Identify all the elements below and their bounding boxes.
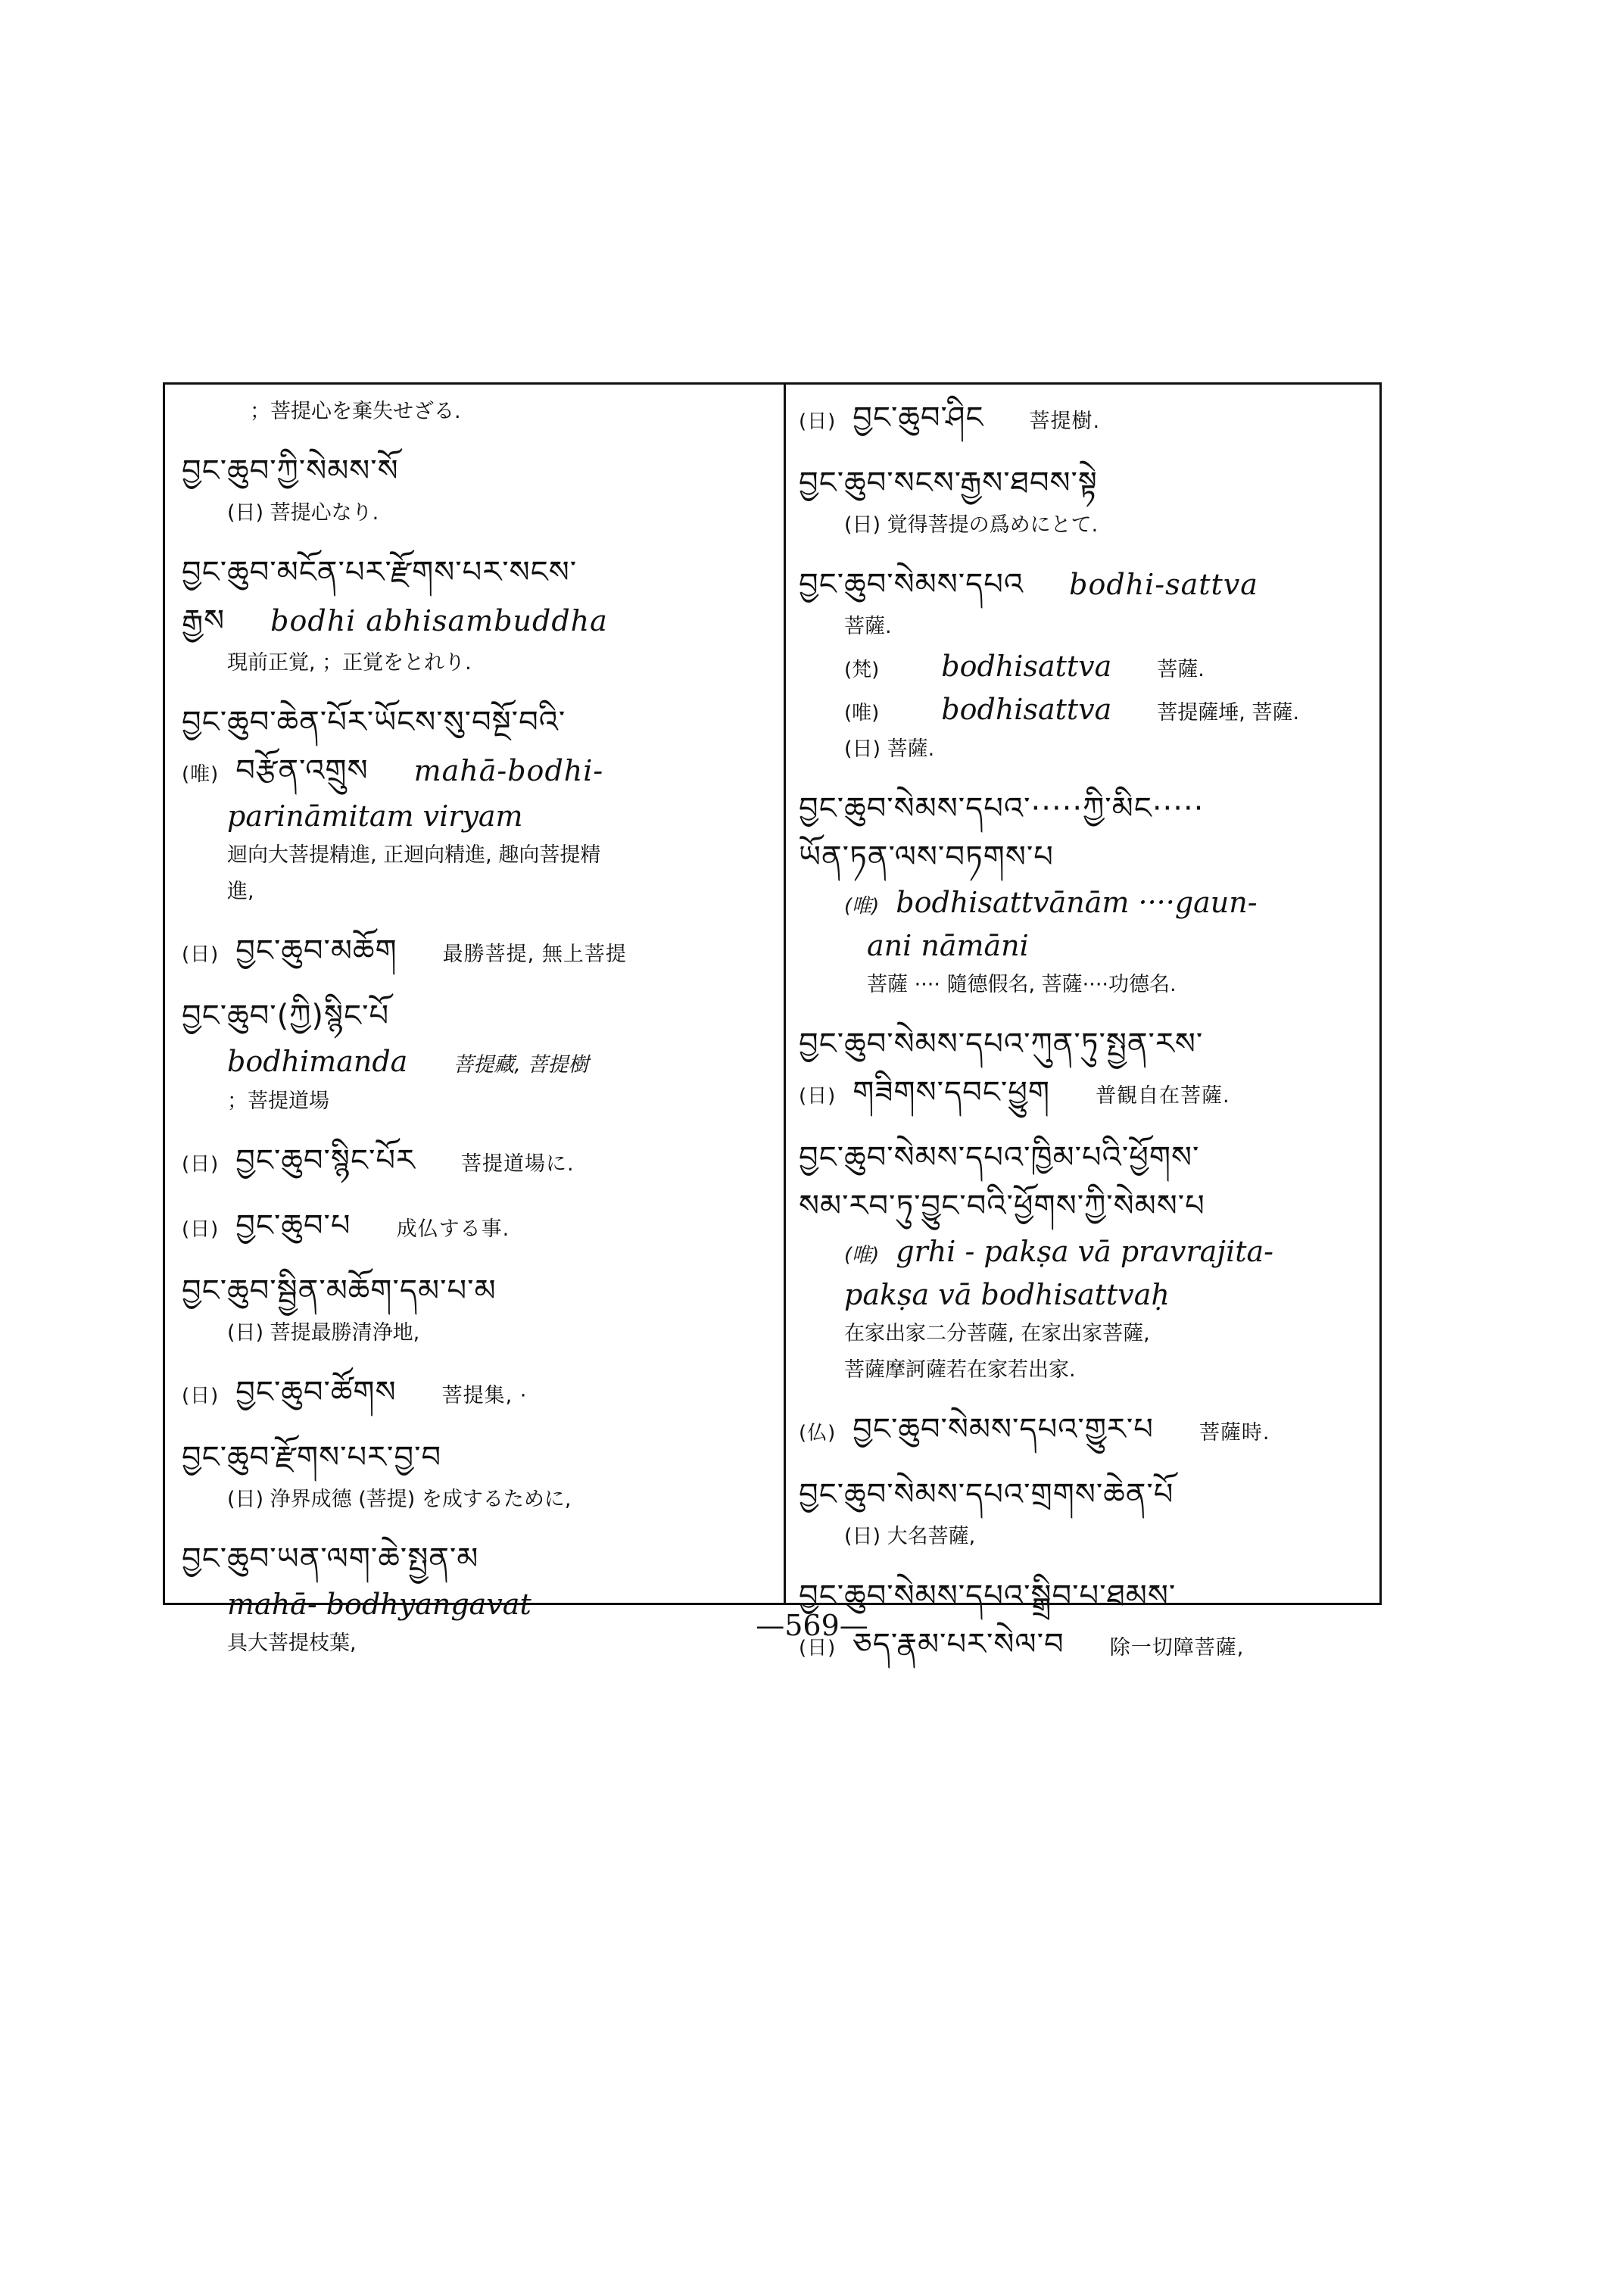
dictionary-entry	[182, 992, 772, 1120]
line-text: grhi - pakṣa vā pravrajita-	[896, 1235, 1273, 1268]
tibetan-headword	[182, 992, 772, 1040]
line-text: བྱང་ཆུབ་སེམས་དཔའ་གྲགས་ཆེན་པོ	[799, 1477, 1174, 1512]
line-text: བྱང་ཆུབ་ཤིང	[853, 401, 984, 435]
dictionary-entry	[799, 784, 1382, 1003]
tibetan-headword	[799, 1068, 1382, 1117]
dictionary-entry	[182, 1202, 772, 1250]
dictionary-entry	[182, 394, 772, 430]
japanese-gloss: 菩薩.	[1157, 658, 1205, 681]
sanskrit-term: bodhisattva	[941, 693, 1112, 726]
line-text: ཅད་རྣམ་པར་སེལ་བ	[853, 1627, 1064, 1662]
entry-line	[227, 1040, 772, 1083]
japanese-gloss: 菩薩時.	[1199, 1421, 1270, 1445]
tibetan-headword	[799, 784, 1382, 833]
right-column	[799, 394, 1382, 1685]
entry-line	[227, 795, 772, 837]
line-text: བྱང་ཆུབ་ཆེན་པོར་ཡོངས་སུ་བསྔོ་བའི་	[182, 705, 566, 740]
line-text: (日) 菩提最勝清浄地,	[227, 1321, 420, 1345]
tibetan-headword	[799, 1020, 1382, 1068]
entry-line	[227, 495, 772, 531]
tibetan-headword	[799, 394, 1382, 442]
line-text: bodhisattvānām ····gaun-	[896, 886, 1258, 919]
source-tag: (日)	[182, 1385, 220, 1407]
entry-line	[867, 967, 1382, 1003]
entry-line	[844, 507, 1382, 544]
dictionary-entry	[182, 548, 772, 681]
tibetan-headword	[182, 746, 772, 795]
tibetan-headword	[799, 1405, 1382, 1454]
tibetan-headword	[799, 1182, 1382, 1230]
line-text: བྱང་ཆུབ་སེམས་དཔའ་ཀུན་ཏུ་སྤྱན་རས་	[799, 1027, 1204, 1061]
line-text: གཟིགས་དབང་ཕྱུག	[853, 1075, 1051, 1110]
tibetan-headword	[799, 1133, 1382, 1182]
entry-line	[227, 1482, 772, 1518]
dictionary-entry	[182, 698, 772, 910]
line-text: (日) 大名菩薩,	[844, 1525, 976, 1548]
entry-line	[227, 837, 772, 874]
line-text: (日) 菩薩.	[844, 737, 935, 761]
line-text: བྱང་ཆུབ་རྫོགས་པར་བྱ་བ	[182, 1440, 442, 1475]
line-text: བྱང་ཆུབ་ཚོགས	[235, 1375, 397, 1410]
line-text: (日) 浄界成德 (菩提) を成するために,	[227, 1488, 572, 1511]
sanskrit-term: mahā-bodhi-	[413, 754, 604, 787]
entry-line	[844, 731, 1382, 768]
japanese-gloss: 除一切障菩薩,	[1109, 1636, 1245, 1660]
tibetan-headword	[182, 447, 772, 495]
dictionary-entry	[182, 1368, 772, 1417]
line-text: bodhimanda	[227, 1045, 408, 1078]
line-text: ；菩提道場	[227, 1089, 329, 1113]
line-text: ani nāmāni	[867, 929, 1029, 962]
dictionary-entry	[799, 1405, 1382, 1454]
column-divider	[784, 382, 786, 1605]
line-text: སམ་རབ་ཏུ་བྱུང་བའི་ཕྱོགས་ཀྱི་སེམས་པ	[799, 1189, 1205, 1223]
entry-line	[844, 1273, 1382, 1316]
line-text: 迴向大菩提精進, 正迴向精進, 趣向菩提精	[227, 843, 601, 867]
source-tag: (日)	[182, 943, 220, 966]
line-text: བྱང་ཆུབ་སེམས་དཔའ་སྒྲིབ་པ་ཐམས་	[799, 1579, 1177, 1613]
tibetan-headword	[799, 560, 1382, 609]
source-tag: (日)	[799, 1637, 837, 1660]
tibetan-headword	[182, 1433, 772, 1482]
line-text: བྱང་ཆུབ་མངོན་པར་རྫོགས་པར་སངས་	[182, 555, 578, 590]
tibetan-headword	[799, 833, 1382, 881]
japanese-gloss: 菩提集, ·	[441, 1384, 528, 1407]
japanese-gloss: 菩提藏, 菩提樹	[453, 1053, 589, 1077]
line-text: བྱང་ཆུབ་པ	[235, 1208, 351, 1243]
line-text: བྱང་ཆུབ་སེམས་དཔའ་གྱུར་པ	[853, 1412, 1154, 1447]
line-text: pakṣa vā bodhisattvaḥ	[844, 1278, 1170, 1311]
line-text: བྱང་ཆུབ་སྦྱིན་མཆོག་དམ་པ་མ	[182, 1273, 497, 1308]
entry-line	[227, 1083, 772, 1120]
source-tag: (日)	[182, 1153, 220, 1176]
entry-line	[844, 1230, 1382, 1273]
line-text: བྱང་ཆུབ་(ཀྱི)སྙིང་པོ	[182, 999, 390, 1033]
entry-line	[844, 1352, 1382, 1389]
line-text: (日) 覚得菩提の爲めにとて.	[844, 513, 1099, 537]
left-column	[182, 394, 772, 1678]
source-tag: (日)	[182, 1218, 220, 1241]
line-text: 現前正覚, ；正覚をとれり.	[227, 651, 472, 675]
sanskrit-term: bodhi abhisambuddha	[270, 604, 608, 637]
line-text: 菩薩 ···· 隨德假名, 菩薩····功德名.	[867, 973, 1177, 996]
entry-line	[844, 881, 1382, 924]
line-text: (日) 菩提心なり.	[227, 501, 379, 525]
source-tag: (唯)	[182, 763, 220, 786]
tibetan-headword	[182, 698, 772, 746]
entry-line	[844, 1519, 1382, 1555]
source-tag: (仏)	[799, 1422, 837, 1445]
line-text: བྱང་ཆུབ་མཆོག	[235, 933, 397, 968]
entry-line	[844, 645, 1382, 688]
dictionary-entry	[799, 394, 1382, 442]
tibetan-headword	[182, 597, 772, 645]
line-text: བྱང་ཆུབ་སེམས་དཔའ་ཁྱིམ་པའི་ཕྱོགས་	[799, 1140, 1200, 1175]
line-text: 菩薩.	[844, 615, 892, 638]
line-text: བརྩོན་འགྲུས	[235, 753, 369, 788]
tibetan-headword	[182, 1267, 772, 1315]
line-text: བྱང་ཆུབ་སེམས་དཔའ	[799, 567, 1024, 602]
source-tag: (唯)	[844, 1244, 880, 1267]
entry-line	[844, 688, 1382, 731]
dictionary-entry	[182, 447, 772, 531]
tibetan-headword	[182, 548, 772, 597]
line-text: 進,	[227, 880, 254, 903]
japanese-gloss: 菩提道場に.	[460, 1152, 575, 1176]
tibetan-headword	[799, 1470, 1382, 1519]
sanskrit-term: bodhisattva	[941, 650, 1112, 683]
tibetan-headword	[182, 927, 772, 975]
dictionary-entry	[182, 1535, 772, 1662]
tibetan-headword	[182, 1535, 772, 1583]
entry-line	[227, 874, 772, 910]
source-tag: (日)	[799, 1085, 837, 1108]
line-text: 菩薩摩訶薩若在家若出家.	[844, 1358, 1076, 1382]
japanese-gloss: 普観自在菩薩.	[1096, 1084, 1230, 1108]
entry-line	[844, 609, 1382, 645]
entry-line	[250, 394, 772, 430]
tibetan-headword	[182, 1368, 772, 1417]
line-text: ；菩提心を棄失せざる.	[250, 400, 461, 423]
tibetan-headword	[182, 1202, 772, 1250]
entry-line	[227, 645, 772, 681]
tibetan-headword	[799, 459, 1382, 507]
line-text: བྱང་ཆུབ་སེམས་དཔའ་·····ཀྱི་མིང·····	[799, 791, 1205, 826]
dictionary-entry	[799, 560, 1382, 768]
source-tag: (唯)	[844, 702, 880, 725]
tibetan-headword	[182, 1136, 772, 1185]
line-text: parināmitam viryam	[227, 799, 523, 833]
japanese-gloss: 菩提薩埵, 菩薩.	[1157, 701, 1300, 725]
source-tag: (梵)	[844, 659, 880, 681]
line-text: བྱང་ཆུབ་སངས་རྒྱས་ཐབས་སྟེ	[799, 466, 1098, 500]
line-text: ཡོན་ཏན་ལས་བཏགས་པ	[799, 840, 1054, 874]
line-text: 在家出家二分菩薩, 在家出家菩薩,	[844, 1322, 1150, 1345]
dictionary-entry	[799, 1020, 1382, 1117]
dictionary-entry	[182, 1136, 772, 1185]
japanese-gloss: 成仏する事.	[396, 1217, 510, 1241]
sanskrit-term: bodhi-sattva	[1069, 568, 1258, 601]
japanese-gloss: 菩提樹.	[1029, 410, 1101, 433]
dictionary-entry	[799, 459, 1382, 544]
entry-line	[867, 924, 1382, 967]
entry-line	[844, 1316, 1382, 1352]
source-tag: (日)	[799, 410, 837, 433]
line-text: mahā- bodhyangavat	[227, 1588, 531, 1621]
page-number: —569—	[756, 1609, 868, 1642]
japanese-gloss: 最勝菩提, 無上菩提	[442, 943, 627, 966]
dictionary-entry	[799, 1133, 1382, 1389]
line-text: བྱང་ཆུབ་ཀྱི་སེམས་སོ	[182, 454, 399, 488]
source-tag: (唯)	[844, 895, 880, 918]
dictionary-entry	[182, 1267, 772, 1351]
line-text: རྒྱས	[182, 603, 226, 638]
line-text: བྱང་ཆུབ་སྙིང་པོར	[235, 1143, 416, 1178]
dictionary-entry	[182, 1433, 772, 1518]
dictionary-entry	[799, 1470, 1382, 1555]
entry-line	[227, 1315, 772, 1351]
dictionary-entry	[182, 927, 772, 975]
line-text: 具大菩提枝葉,	[227, 1632, 357, 1655]
line-text: བྱང་ཆུབ་ཡན་ལག་ཆེ་སྤྱན་མ	[182, 1541, 479, 1576]
